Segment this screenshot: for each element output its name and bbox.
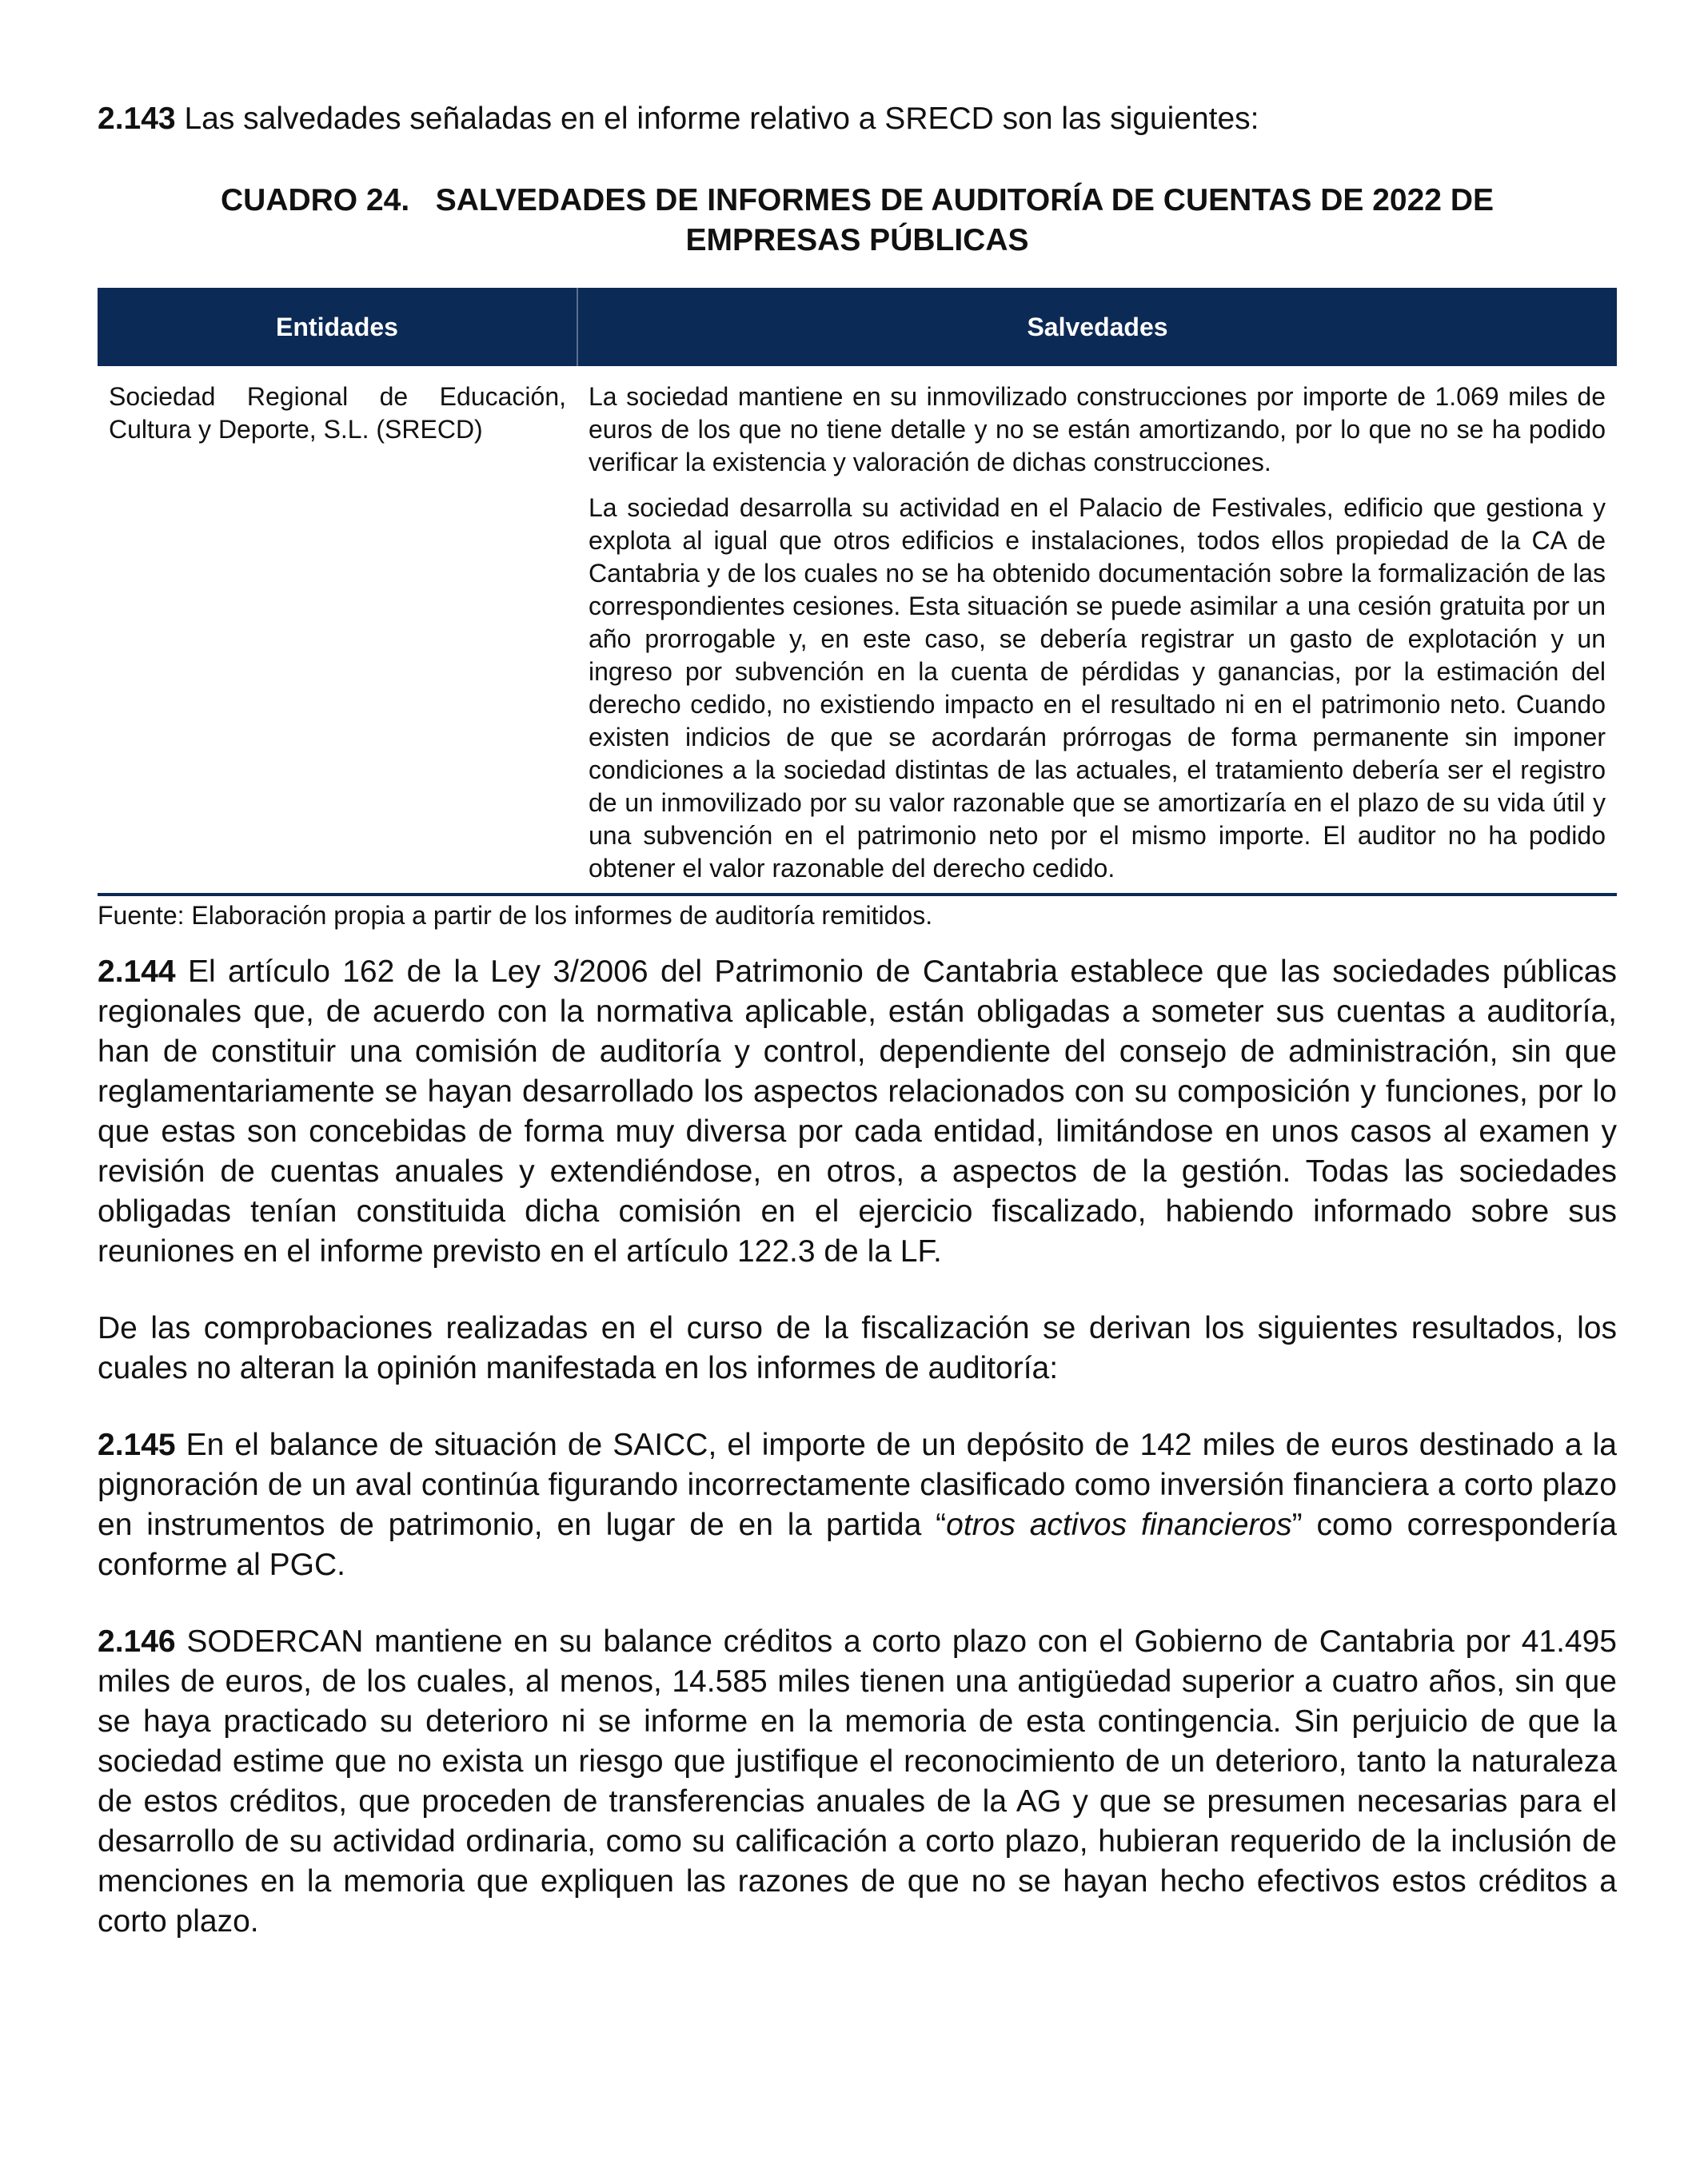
entity-cell: Sociedad Regional de Educación, Cultura y Deporte, S.L. (SRECD) [98, 366, 577, 895]
table-source-note: Fuente: Elaboración propia a partir de los informes de auditoría remitidos. [98, 901, 933, 930]
paragraph-text: SODERCAN mantiene en su balance créditos a corto plazo con el Gobierno de Cantabria por 41.495 miles de euros, de los cuales, al menos, 14.585 miles tienen una antigüedad superior a cuatro años, sin que se haya practicado su deterioro ni se informe en la memoria de esta contingencia. Sin perjuicio de que la sociedad estime que no exista un riesgo que justifique el reconocimiento de un deterioro, tanto la naturaleza de estos créditos, que proceden de transferencias anuales de la AG y que se presumen necesarias para el desarrollo de su actividad ordinaria, como su calificación a corto plazo, hubieran requerido de la inclusión de menciones en la memoria que expliquen las razones de que no se hayan hecho efectivos estos créditos a corto plazo. [98, 1624, 1617, 1939]
paragraph-2-143 [98, 99, 1617, 139]
paragraph-number: 2.146 [98, 1624, 176, 1659]
table-title [98, 181, 1617, 261]
paragraph-text: El artículo 162 de la Ley 3/2006 del Patrimonio de Cantabria establece que las sociedades públicas regionales que, de acuerdo con la normativa aplicable, están obligadas a someter sus cuentas a auditoría, han de constituir una comisión de auditoría y control, dependiente del consejo de administración, sin que reglamentariamente se hayan desarrollado los aspectos relacionados con su composición y funciones, por lo que estas son concebidas de forma muy diversa por cada entidad, limitándose en unos casos al examen y revisión de cuentas anuales y extendiéndose, en otros, a aspectos de la gestión. Todas las sociedades obligadas tenían constituida dicha comisión en el ejercicio fiscalizado, habiendo informado sobre sus reuniones en el informe previsto en el artículo 122.3 de la LF. [98, 955, 1617, 1269]
paragraph-text-before: En el balance de situación de SAICC, el importe de un depósito de 142 miles de euros destinado a la pignoración de un aval continúa figurando incorrectamente clasificado como inversión financiera a corto plazo en instrumentos de patrimonio, en lugar de en la partida “ [98, 1428, 1617, 1542]
paragraph-italic-term: otros activos financieros [946, 1508, 1292, 1542]
paragraph-intro-results: De las comprobaciones realizadas en el curso de la fiscalización se derivan los siguientes resultados, los cuales no alteran la opinión manifestada en los informes de auditoría: [98, 1311, 1617, 1385]
document-page [98, 88, 1617, 1942]
table-header-row [98, 288, 1617, 366]
header-entidades: Entidades [98, 288, 577, 366]
salvedades-table [98, 288, 1617, 896]
paragraph-2-144 [98, 952, 1617, 1272]
table-title-line-1: CUADRO 24. SALVEDADES DE INFORMES DE AUDITORÍA DE CUENTAS DE 2022 DE [220, 183, 1494, 217]
paragraph-text: Las salvedades señaladas en el informe relativo a SRECD son las siguientes: [175, 102, 1259, 136]
paragraph-number: 2.145 [98, 1428, 176, 1462]
paragraph-2-145 [98, 1425, 1617, 1585]
paragraph-number: 2.143 [98, 102, 176, 136]
table-title-line-2: EMPRESAS PÚBLICAS [685, 223, 1029, 257]
salvedad-item-1: La sociedad mantiene en su inmovilizado construcciones por importe de 1.069 miles de euros de los que no tiene detalle y no se están amortizando, por lo que no se ha podido verificar la existencia y valoración de dichas construcciones. [589, 382, 1606, 476]
header-salvedades: Salvedades [577, 288, 1617, 366]
paragraph-2-146 [98, 1622, 1617, 1942]
paragraph-text-after: ” como correspondería conforme al PGC. [98, 1508, 1617, 1582]
salvedad-item-2: La sociedad desarrolla su actividad en el Palacio de Festivales, edificio que gestiona y explota al igual que otros edificios e instalaciones, todos ellos propiedad de la CA de Cantabria y de los cuales no se ha obtenido documentación sobre la formalización de las correspondientes cesiones. Esta situación se puede asimilar a una cesión gratuita por un año prorrogable y, en este caso, se debería registrar un gasto de explotación y un ingreso por subvención en la cuenta de pérdidas y ganancias, por la estimación del derecho cedido, no existiendo impacto en el resultado ni en el patrimonio neto. Cuando existen indicios de que se acordarán prórrogas de forma permanente sin imponer condiciones a la sociedad distintas de las actuales, el tratamiento debería ser el registro de un inmovilizado por su valor razonable que se amortizaría en el plazo de su vida útil y una subvención en el patrimonio neto por el mismo importe. El auditor no ha podido obtener el valor razonable del derecho cedido. [589, 493, 1606, 883]
table-row [98, 366, 1617, 895]
salvedades-cell [577, 366, 1617, 895]
paragraph-number: 2.144 [98, 955, 176, 989]
